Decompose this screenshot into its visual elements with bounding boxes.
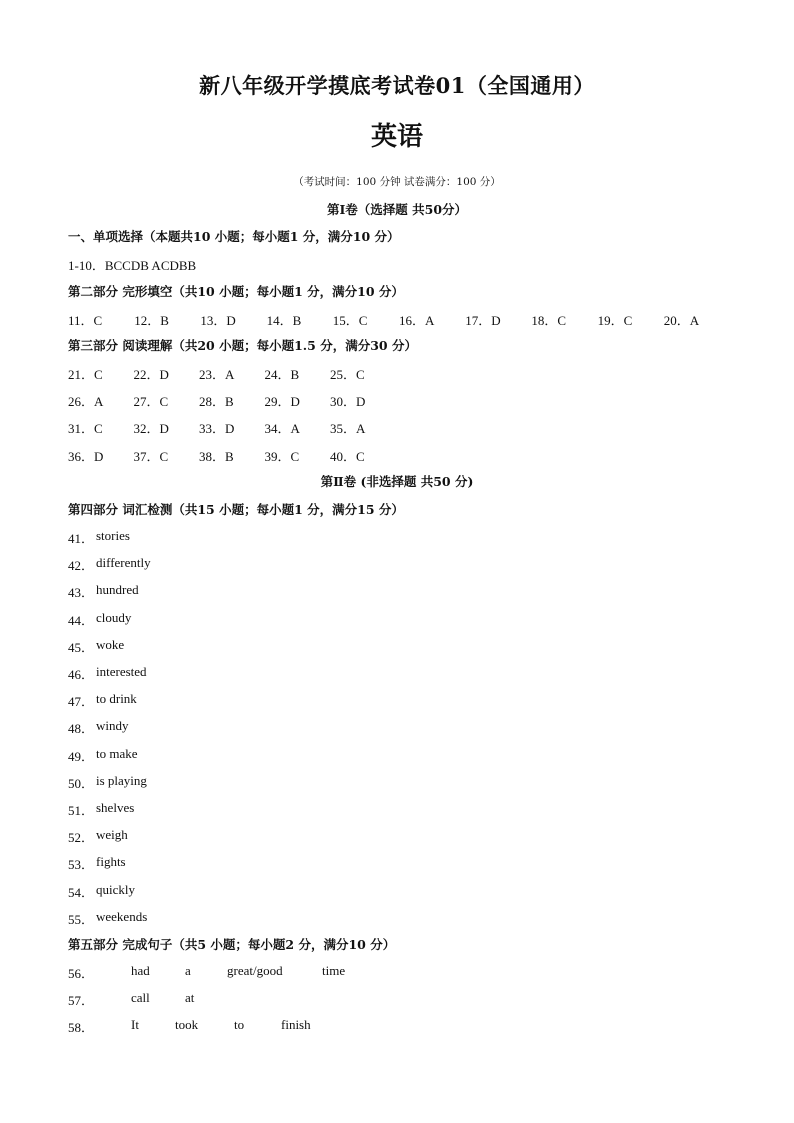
answer-item: 39．C <box>264 448 300 464</box>
blank-word: finish <box>281 1017 311 1033</box>
answer-item: 30．D <box>330 394 366 410</box>
answer-item: 17．D <box>465 313 501 328</box>
item-number: 42． <box>68 558 95 574</box>
volume-2-title: 第Ⅱ卷 (非选择题 共50 分) <box>320 474 474 489</box>
answer-item: 26．A <box>68 394 104 410</box>
item-number: 45． <box>68 639 95 655</box>
blank-word: It <box>131 1017 139 1033</box>
item-answer: hundred <box>96 582 139 598</box>
item-answer: is playing <box>96 772 147 788</box>
answer-item: 40．C <box>330 448 365 464</box>
item-answer: fights <box>96 854 126 870</box>
item-number: 58． <box>68 1020 95 1036</box>
answer-item: 28．B <box>199 394 234 410</box>
item-answer: windy <box>96 718 129 734</box>
answer-item: 31．C <box>68 421 103 437</box>
item-number: 54． <box>68 884 95 900</box>
answer-item: 21．C <box>68 367 103 382</box>
item-answer: differently <box>96 555 151 571</box>
item-answer: weigh <box>96 827 128 843</box>
answer-item: 33．D <box>199 421 235 437</box>
subject-title: 英语 <box>370 122 423 152</box>
item-number: 51． <box>68 803 95 818</box>
answer-item: 19．C <box>597 313 633 328</box>
item-number: 46． <box>68 667 95 682</box>
item-number: 53． <box>68 857 95 873</box>
item-answer: to make <box>96 745 138 761</box>
item-answer: cloudy <box>96 609 132 625</box>
answer-item: 38．B <box>199 448 234 464</box>
exam-info: （考试时间：100 分钟 试卷满分：100 分） <box>293 176 501 188</box>
volume-1-title: 第I卷（选择题 共50分） <box>326 202 468 217</box>
item-number: 41． <box>68 531 95 546</box>
answer-item: 27．C <box>133 394 169 410</box>
answer-item: 14．B <box>266 313 302 328</box>
blank-word: at <box>185 990 195 1006</box>
item-number: 44． <box>68 612 95 628</box>
item-number: 43． <box>68 585 95 601</box>
answer-item: 32．D <box>133 421 169 437</box>
blank-word: great/good <box>227 963 283 978</box>
answer-item: 12．B <box>134 313 169 328</box>
item-answer: stories <box>96 528 130 543</box>
answer-item: 36．D <box>68 448 104 464</box>
item-number: 48． <box>68 721 95 737</box>
answer-item: 23．A <box>199 367 235 382</box>
answer-item: 34．A <box>264 421 300 437</box>
answer-item: 22．D <box>133 367 169 382</box>
item-number: 52． <box>68 830 95 846</box>
item-number: 47． <box>68 694 95 710</box>
blank-word: time <box>322 963 346 978</box>
item-answer: interested <box>96 664 147 679</box>
answer-item: 13．D <box>200 313 236 328</box>
answer-item: 29．D <box>264 394 300 410</box>
item-answer: woke <box>96 636 125 652</box>
part-4-heading: 第四部分 词汇检测（共15 小题；每小题1 分，满分15 分） <box>68 502 404 517</box>
answer-item: 15．C <box>332 313 368 328</box>
item-number: 50． <box>68 775 95 791</box>
blank-word: call <box>131 990 150 1006</box>
answer-item: 24．B <box>264 367 300 382</box>
answer-item: 11．C <box>68 313 103 328</box>
item-answer: shelves <box>96 800 135 815</box>
item-number: 55． <box>68 911 95 927</box>
item-number: 49． <box>68 748 95 764</box>
item-answer: weekends <box>96 908 148 924</box>
item-answer: to drink <box>96 691 137 707</box>
blank-word: a <box>185 963 191 978</box>
part-5-heading: 第五部分 完成句子（共5 小题；每小题2 分，满分10 分） <box>68 937 396 952</box>
blank-word: had <box>131 963 150 978</box>
answer-item: 16．A <box>399 313 435 328</box>
answer-item: 20．A <box>663 313 700 328</box>
item-answer: quickly <box>96 881 135 897</box>
part-1-answers: 1-10．BCCDB ACDBB <box>68 258 197 273</box>
part-2-heading: 第二部分 完形填空（共10 小题；每小题1 分，满分10 分） <box>68 284 404 299</box>
blank-word: took <box>175 1017 199 1033</box>
answer-item: 37．C <box>133 448 169 464</box>
item-number: 57． <box>68 993 95 1009</box>
answer-item: 35．A <box>330 421 366 437</box>
part-3-heading: 第三部分 阅读理解（共20 小题；每小题1.5 分，满分30 分） <box>68 338 417 353</box>
answer-item: 18．C <box>531 313 567 328</box>
item-number: 56． <box>68 966 95 981</box>
answer-item: 25．C <box>330 367 365 382</box>
document-title: 新八年级开学摸底考试卷01（全国通用） <box>199 73 595 98</box>
blank-word: to <box>234 1017 245 1033</box>
part-1-heading: 一、单项选择（本题共10 小题；每小题1 分，满分10 分） <box>68 229 400 244</box>
